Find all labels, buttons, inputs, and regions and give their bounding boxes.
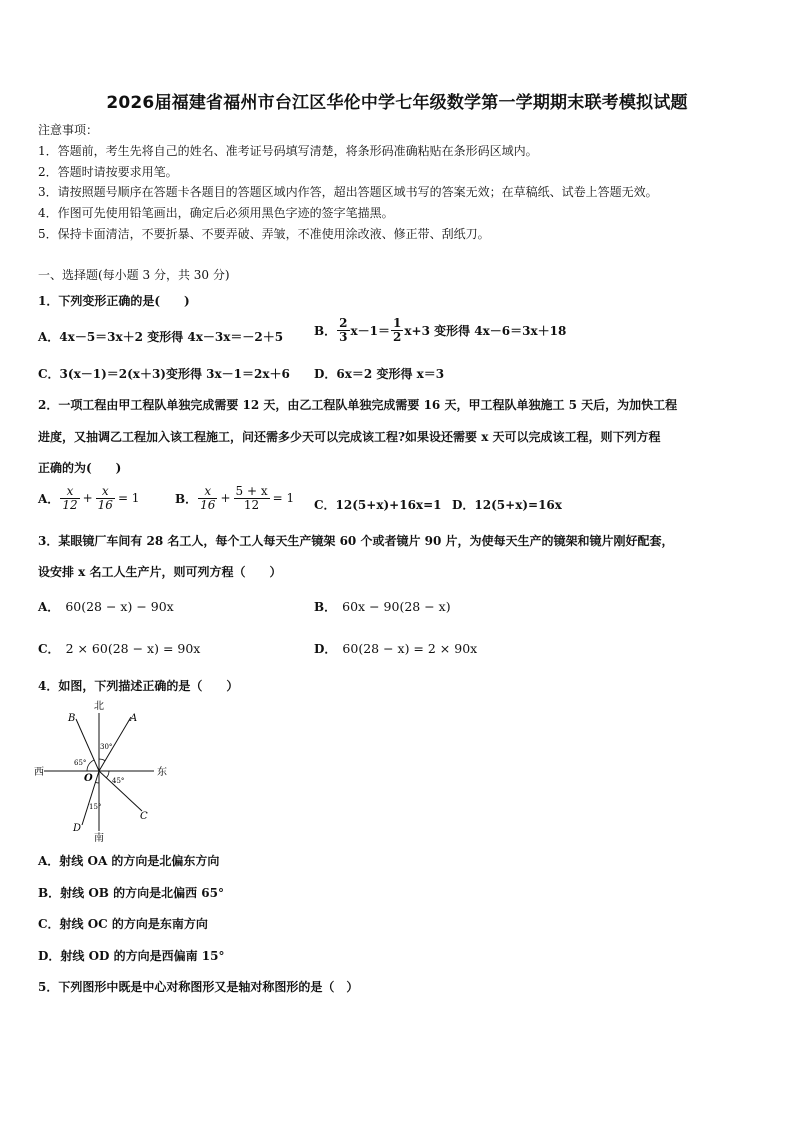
q4-option-b: B．射线 OB 的方向是北偏西 65° [38, 886, 224, 900]
q2-a-frac-1 [60, 485, 79, 511]
q2-b-rhs: = 1 [272, 491, 295, 506]
q2-option-a [38, 485, 139, 511]
q2-a-frac1-den: 12 [62, 497, 78, 512]
q1-option-a: A．4x－5＝3x＋2 变形得 4x－3x＝－2＋5 [38, 330, 284, 344]
label-east: 东 [157, 767, 167, 778]
q2-option-c: C．12(5+x)+16x=1 [314, 498, 442, 512]
q2-option-b [175, 485, 294, 511]
q2-a-frac-2 [96, 485, 115, 511]
q3-b-label: B． [314, 600, 337, 614]
q2-a-label: A． [38, 491, 60, 506]
label-south: 南 [94, 833, 104, 844]
q3-a-expr: 60(28 − x) − 90x [65, 599, 174, 614]
angle-arc-15 [95, 782, 99, 783]
q4-option-a: A．射线 OA 的方向是北偏东方向 [38, 854, 220, 868]
q2-option-d: D．12(5+x)=16x [452, 498, 562, 512]
q2-a-frac2-den: 16 [97, 497, 113, 512]
q2-b-plus: + [220, 491, 231, 506]
q1-b-frac1-den: 3 [339, 329, 348, 344]
label-point-d: D [73, 823, 82, 834]
q3-option-a [38, 598, 174, 615]
q3-d-expr: 60(28 − x) = 2 × 90x [342, 641, 478, 656]
q2-b-frac1-num: x [198, 485, 217, 499]
notice-item-3: 3．请按照题号顺序在答题卡各题目的答题区域内作答，超出答题区域书写的答案无效；在草稿纸、试卷上答题无效。 [38, 185, 658, 199]
label-west: 西 [34, 767, 44, 778]
q2-a-rhs: = 1 [117, 491, 140, 506]
q2-line-3: 正确的为( ) [38, 461, 122, 475]
q1-option-c: C．3(x－1)＝2(x＋3)变形得 3x－1＝2x＋6 [38, 367, 290, 381]
page-title: 2026届福建省福州市台江区华伦中学七年级数学第一学期期末联考模拟试题 [106, 93, 688, 113]
q3-line-1: 3．某眼镜厂车间有 28 名工人，每个工人每天生产镜架 60 个或者镜片 90 片，为使每天生产的镜架和镜片刚好配套， [38, 534, 674, 548]
label-north: 北 [94, 701, 104, 712]
q5-stem: 5．下列图形中既是中心对称图形又是轴对称图形的是（ ） [38, 980, 359, 994]
q1-option-d: D．6x＝2 变形得 x＝3 [314, 367, 445, 381]
q2-b-label: B． [175, 491, 198, 506]
notice-item-1: 1．答题前，考生先将自己的姓名、准考证号码填写清楚，将条形码准确粘贴在条形码区域内。 [38, 144, 538, 158]
q1-b-fraction-2 [391, 317, 403, 343]
q1-b-middle: x－1＝ [350, 323, 391, 338]
q4-stem: 4．如图，下列描述正确的是（ ） [38, 679, 239, 693]
q2-a-frac1-num: x [60, 485, 79, 499]
label-point-b: B [68, 713, 76, 724]
q2-a-frac2-num: x [96, 485, 115, 499]
q4-option-c: C．射线 OC 的方向是东南方向 [38, 917, 208, 931]
q2-line-1: 2．一项工程由甲工程队单独完成需要 12 天，由乙工程队单独完成需要 16 天，甲工程队单独施工 5 天后，为加快工程 [38, 398, 678, 412]
angle-arc-65 [87, 760, 94, 771]
q1-b-frac2-den: 2 [393, 329, 402, 344]
q3-option-b [314, 598, 451, 615]
q2-line-2: 进度，又抽调乙工程加入该工程施工，问还需多少天可以完成该工程?如果设还需要 x 天可以完成该工程，则下列方程 [38, 430, 661, 444]
label-angle-15: 15° [89, 803, 102, 811]
label-angle-65: 65° [74, 759, 87, 767]
q3-option-d [314, 640, 477, 657]
q1-b-frac1-num: 2 [339, 316, 348, 330]
q1-b-tail: x+3 变形得 4x－6＝3x＋18 [404, 323, 567, 338]
q3-b-expr: 60x − 90(28 − x) [342, 599, 451, 614]
q4-option-d: D．射线 OD 的方向是西偏南 15° [38, 949, 225, 963]
q1-b-frac2-num: 1 [393, 316, 402, 330]
q3-c-expr: 2 × 60(28 − x) = 90x [65, 641, 201, 656]
notice-item-2: 2．答题时请按要求用笔。 [38, 165, 178, 179]
section-heading: 一、选择题(每小题 3 分，共 30 分) [38, 268, 230, 282]
q1-b-label: B． [314, 323, 337, 338]
label-angle-30: 30° [100, 743, 113, 751]
q1-b-fraction-1 [337, 317, 349, 343]
angle-arc-45 [106, 771, 109, 778]
q3-c-label: C． [38, 642, 60, 656]
q2-b-frac-2 [234, 485, 270, 511]
q2-b-frac2-den: 12 [243, 497, 260, 512]
q1-stem: 1．下列变形正确的是( ) [38, 294, 190, 308]
q2-b-frac1-den: 16 [200, 497, 216, 512]
q3-d-label: D． [314, 642, 337, 656]
q2-a-plus: + [82, 491, 93, 506]
label-point-c: C [140, 811, 148, 822]
q3-line-2: 设安排 x 名工人生产片，则可列方程（ ） [38, 565, 282, 579]
q2-b-frac2-num: 5 + x [235, 484, 268, 498]
direction-diagram [34, 697, 174, 845]
q3-a-label: A． [38, 600, 60, 614]
notice-item-4: 4．作图可先使用铅笔画出，确定后必须用黑色字迹的签字笔描黑。 [38, 206, 394, 220]
notice-item-5: 5．保持卡面清洁，不要折暴、不要弄破、弄皱，不准使用涂改液、修正带、刮纸刀。 [38, 227, 490, 241]
label-origin-o: O [84, 773, 93, 784]
angle-arc-30 [99, 759, 105, 761]
label-angle-45: 45° [112, 777, 125, 785]
notice-heading: 注意事项： [38, 123, 99, 137]
q2-b-frac-1 [198, 485, 217, 511]
label-point-a: A [130, 713, 138, 724]
q1-option-b [314, 317, 566, 343]
q3-option-c [38, 640, 200, 657]
